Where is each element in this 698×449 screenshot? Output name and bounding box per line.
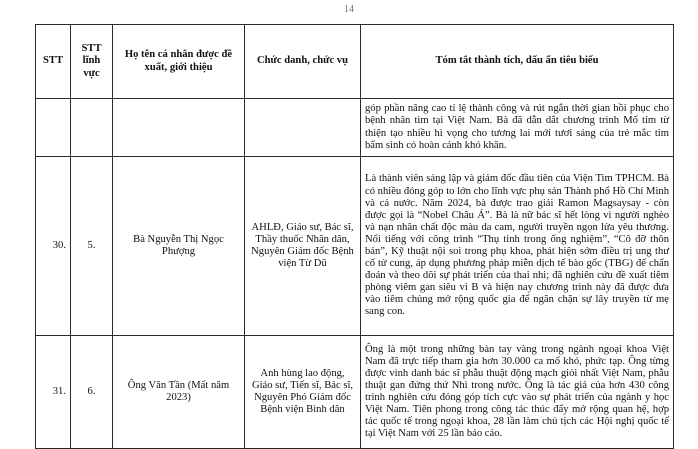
award-nominee-table — [35, 24, 674, 449]
cell-summary: Ông là một trong những bàn tay vàng trong ngành ngoại khoa Việt Nam đã trực tiếp tham gia hơn 30.000 ca mổ khó, phức tạp. Ông từng được vinh danh bác sĩ phẫu thuật động mạch giỏi nhất Việt Nam, phẫu thuật gan đứng thứ Nhì trong nước. Ông là tác giả của hơn 430 công trình nghiên cứu đóng góp tích cực vào sự phát triển của ngành y học Việt Nam. Tiên phong trong công tác thúc đẩy mở rộng quan hệ, hợp tác quốc tế trong ngoại khoa, 28 lần làm chủ tịch các Hội nghị quốc tế tại Việt Nam với 25 lần báo cáo. — [361, 336, 674, 449]
cell-position: AHLĐ, Giáo sư, Bác sĩ, Thầy thuốc Nhân dân, Nguyên Giám đốc Bệnh viện Từ Dũ — [245, 157, 361, 336]
header-stt: STT — [36, 25, 71, 99]
table-row-continued — [36, 99, 674, 157]
header-position: Chức danh, chức vụ — [245, 25, 361, 99]
cell-stt — [36, 99, 71, 157]
cell-stt-field — [71, 99, 113, 157]
header-name: Họ tên cá nhân được đề xuất, giới thiệu — [113, 25, 245, 99]
table-row — [36, 157, 674, 336]
header-stt-field: STT lĩnh vực — [71, 25, 113, 99]
page-number: 14 — [344, 4, 354, 15]
cell-position: Anh hùng lao động, Giáo sư, Tiến sĩ, Bác sĩ, Nguyên Phó Giám đốc Bệnh viện Bình dân — [245, 336, 361, 449]
cell-name — [113, 99, 245, 157]
cell-stt: 30. — [36, 157, 71, 336]
table-header-row — [36, 25, 674, 99]
header-summary: Tóm tắt thành tích, dấu ấn tiêu biểu — [361, 25, 674, 99]
cell-position — [245, 99, 361, 157]
cell-stt-field: 5. — [71, 157, 113, 336]
cell-stt: 31. — [36, 336, 71, 449]
cell-summary: Là thành viên sáng lập và giám đốc đầu tiên của Viện Tim TPHCM. Bà có nhiều đóng góp to lớn cho lĩnh vực phụ sản Thành phố Hồ Chí Minh và cả nước. Năm 2024, bà được trao giải Ramon Magsaysay - còn được gọi là “Nobel Châu Á”. Bà là nữ bác sĩ hết lòng vì người nghèo và nạn nhân chất độc màu da cam, người truyền ngọn lửa yêu thương. Nổi tiếng với công trình “Thụ tinh trong ống nghiệm”, “Cô đỡ thôn bản”, Kỹ thuật nội soi trong phụ khoa, phát hiện sớm điều trị ung thư cổ tử cung, áp dụng phương pháp miễn dịch tế bào gốc (TBG) để chẩn đoán và theo dõi sự phát triển của thai nhi; đã nghiên cứu đề xuất tiêm phòng viêm gan siêu vi B và hiện nay chương trình này đã được đưa vào tiêm chủng mở rộng quốc gia để ngăn chặn sự lây truyền từ mẹ sang con. — [361, 157, 674, 336]
cell-stt-field: 6. — [71, 336, 113, 449]
table-row — [36, 336, 674, 449]
cell-summary: góp phần nâng cao tỉ lệ thành công và rút ngắn thời gian hồi phục cho bệnh nhân tim tại Việt Nam. Bà đã dẫn dắt chương trình Mổ tim từ thiện tạo nhiều hi vọng cho tương lai mới tươi sáng của trẻ mắc tim bẩm sinh có hoàn cảnh khó khăn. — [361, 99, 674, 157]
cell-name: Ông Văn Tần (Mất năm 2023) — [113, 336, 245, 449]
cell-name: Bà Nguyễn Thị Ngọc Phượng — [113, 157, 245, 336]
